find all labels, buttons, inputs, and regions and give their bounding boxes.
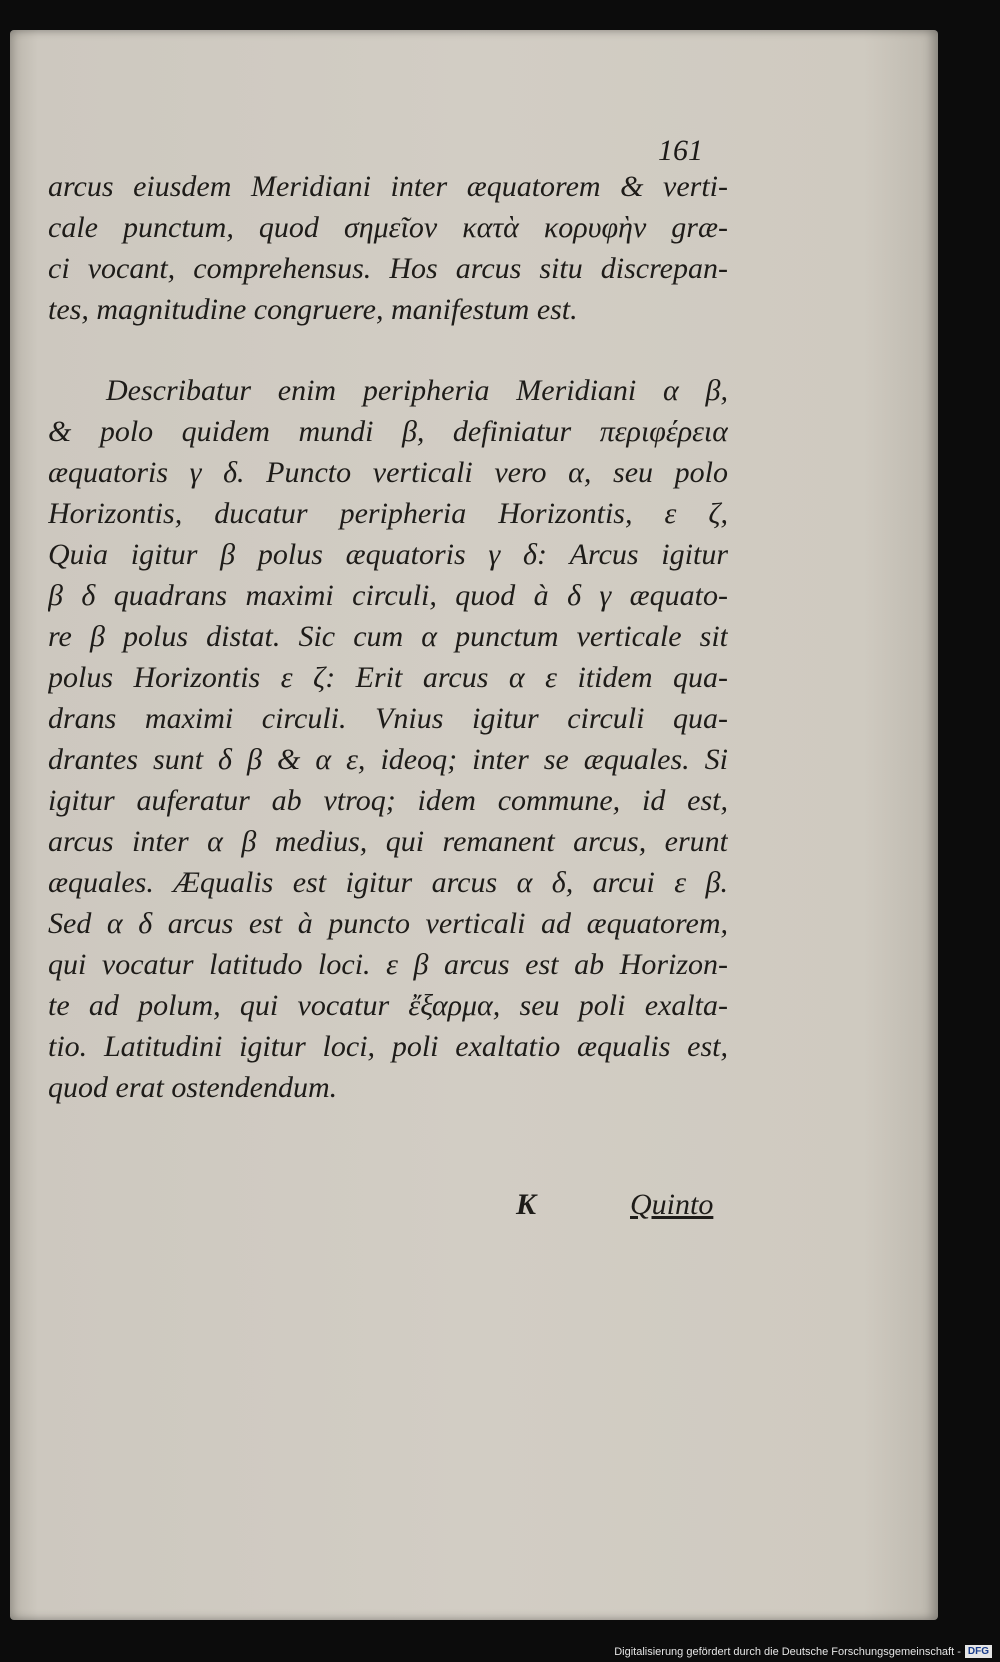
- footer-credit: [614, 1645, 992, 1658]
- text-line: tes, magnitudine congruere, manifestum est.: [48, 293, 578, 326]
- text-block: [48, 166, 728, 1108]
- text-line: & polo quidem mundi β, definiatur περιφέρεια: [48, 415, 728, 448]
- text-line: Describatur enim peripheria Meridiani α β,: [106, 374, 728, 407]
- text-line: qui vocatur latitudo loci. ε β arcus est ab Horizon-: [48, 948, 728, 981]
- text-line: re β polus distat. Sic cum α punctum verticale sit: [48, 620, 728, 653]
- text-line: polus Horizontis ε ζ: Erit arcus α ε itidem qua-: [48, 661, 728, 694]
- text-line: cale punctum, quod σημεῖον κατὰ κορυφὴν græ-: [48, 211, 728, 244]
- text-line: arcus eiusdem Meridiani inter æquatorem & verti-: [48, 170, 728, 203]
- text-line: β δ quadrans maximi circuli, quod à δ γ æquato-: [48, 579, 728, 612]
- text-line: te ad polum, qui vocatur ἔξαρμα, seu poli exalta-: [48, 989, 728, 1022]
- text-line: drans maximi circuli. Vnius igitur circuli qua-: [48, 702, 728, 735]
- paragraph-1: [48, 166, 728, 330]
- text-line: quod erat ostendendum.: [48, 1071, 338, 1104]
- footer-text: Digitalisierung gefördert durch die Deutsche Forschungsgemeinschaft -: [614, 1645, 961, 1658]
- text-line: æquales. Æqualis est igitur arcus α δ, arcui ε β.: [48, 866, 728, 899]
- text-line: tio. Latitudini igitur loci, poli exaltatio æqualis est,: [48, 1030, 728, 1063]
- text-line: drantes sunt δ β & α ε, ideoq; inter se æquales. Si: [48, 743, 728, 776]
- page-number: 161: [658, 134, 703, 167]
- paragraph-2: [48, 370, 728, 1108]
- paragraph-gap: [48, 330, 728, 370]
- text-line: Sed α δ arcus est à puncto verticali ad æquatorem,: [48, 907, 728, 940]
- book-page: [10, 30, 938, 1620]
- text-line: Quia igitur β polus æquatoris γ δ: Arcus igitur: [48, 538, 728, 571]
- text-line: arcus inter α β medius, qui remanent arcus, erunt: [48, 825, 728, 858]
- text-line: æquatoris γ δ. Puncto verticali vero α, seu polo: [48, 456, 728, 489]
- dfg-logo: DFG: [965, 1645, 992, 1658]
- text-line: Horizontis, ducatur peripheria Horizontis, ε ζ,: [48, 497, 728, 530]
- text-line: ci vocant, comprehensus. Hos arcus situ discrepan-: [48, 252, 728, 285]
- text-line: igitur auferatur ab vtroq; idem commune, id est,: [48, 784, 728, 817]
- signature-mark: K: [516, 1188, 537, 1221]
- catchword: Quinto: [630, 1188, 714, 1221]
